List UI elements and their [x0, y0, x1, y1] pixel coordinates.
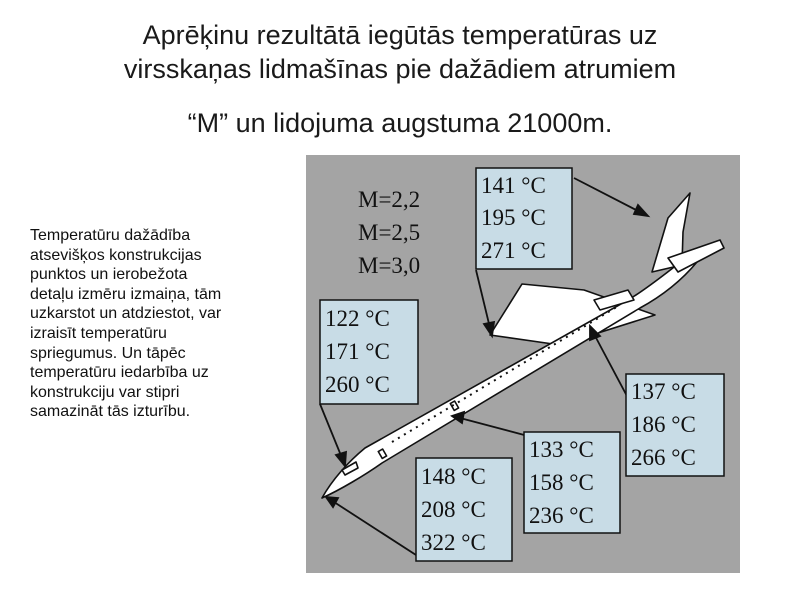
mach-speed: M=3,0	[358, 253, 421, 278]
mach-speed: M=2,5	[358, 220, 421, 245]
mach-speed-list	[358, 187, 420, 278]
temperature-value: 195 °C	[481, 205, 546, 230]
mach-speed: M=2,2	[358, 187, 421, 212]
title-line-1: Aprēķinu rezultātā iegūtās temperatūras uz	[142, 20, 658, 50]
title-line-2: virsskaņas lidmašīnas pie dažādiem atrumiem	[123, 54, 677, 84]
temperature-box-tail	[476, 168, 572, 269]
description-line: Temperatūru dažādība	[30, 227, 191, 244]
temperature-value: 141 °C	[481, 173, 546, 198]
temperature-value: 322 °C	[421, 530, 486, 555]
description-line: detaļu izmēru izmaiņa, tām	[30, 285, 222, 303]
description-line: spriegumus. Un tāpēc	[30, 344, 186, 362]
temperature-value: 122 °C	[325, 306, 390, 331]
temperature-value: 208 °C	[421, 497, 486, 522]
temperature-value: 186 °C	[631, 412, 696, 437]
temperature-value: 236 °C	[529, 503, 594, 528]
temperature-value: 271 °C	[481, 238, 546, 263]
description-text	[30, 226, 292, 422]
temperature-box-wing-trailing-edge	[626, 374, 724, 476]
temperature-value: 148 °C	[421, 464, 486, 489]
description-line: samazināt tās izturību.	[30, 403, 191, 421]
description-line: punktos un ierobežota	[30, 266, 188, 284]
temperature-value: 171 °C	[325, 339, 390, 364]
aircraft-diagram	[306, 155, 740, 573]
temperature-box-nose	[416, 458, 512, 561]
temperature-value: 266 °C	[631, 445, 696, 470]
title-line-3: “M” un lidojuma augstuma 21000m.	[187, 108, 613, 138]
description-line: uzkarstot un atdziestot, var	[30, 305, 222, 323]
description-line: izraisīt temperatūru	[30, 324, 167, 342]
temperature-box-wing-root	[320, 300, 418, 404]
temperature-value: 137 °C	[631, 379, 696, 404]
description-line: konstrukciju var stipri	[30, 383, 180, 401]
temperature-value: 158 °C	[529, 470, 594, 495]
temperature-value: 133 °C	[529, 437, 594, 462]
description-line: atsevišķos konstrukcijas	[30, 246, 202, 264]
temperature-box-fuselage-underside	[524, 432, 620, 533]
temperature-value: 260 °C	[325, 372, 390, 397]
description-line: temperatūru iedarbība uz	[30, 364, 209, 382]
